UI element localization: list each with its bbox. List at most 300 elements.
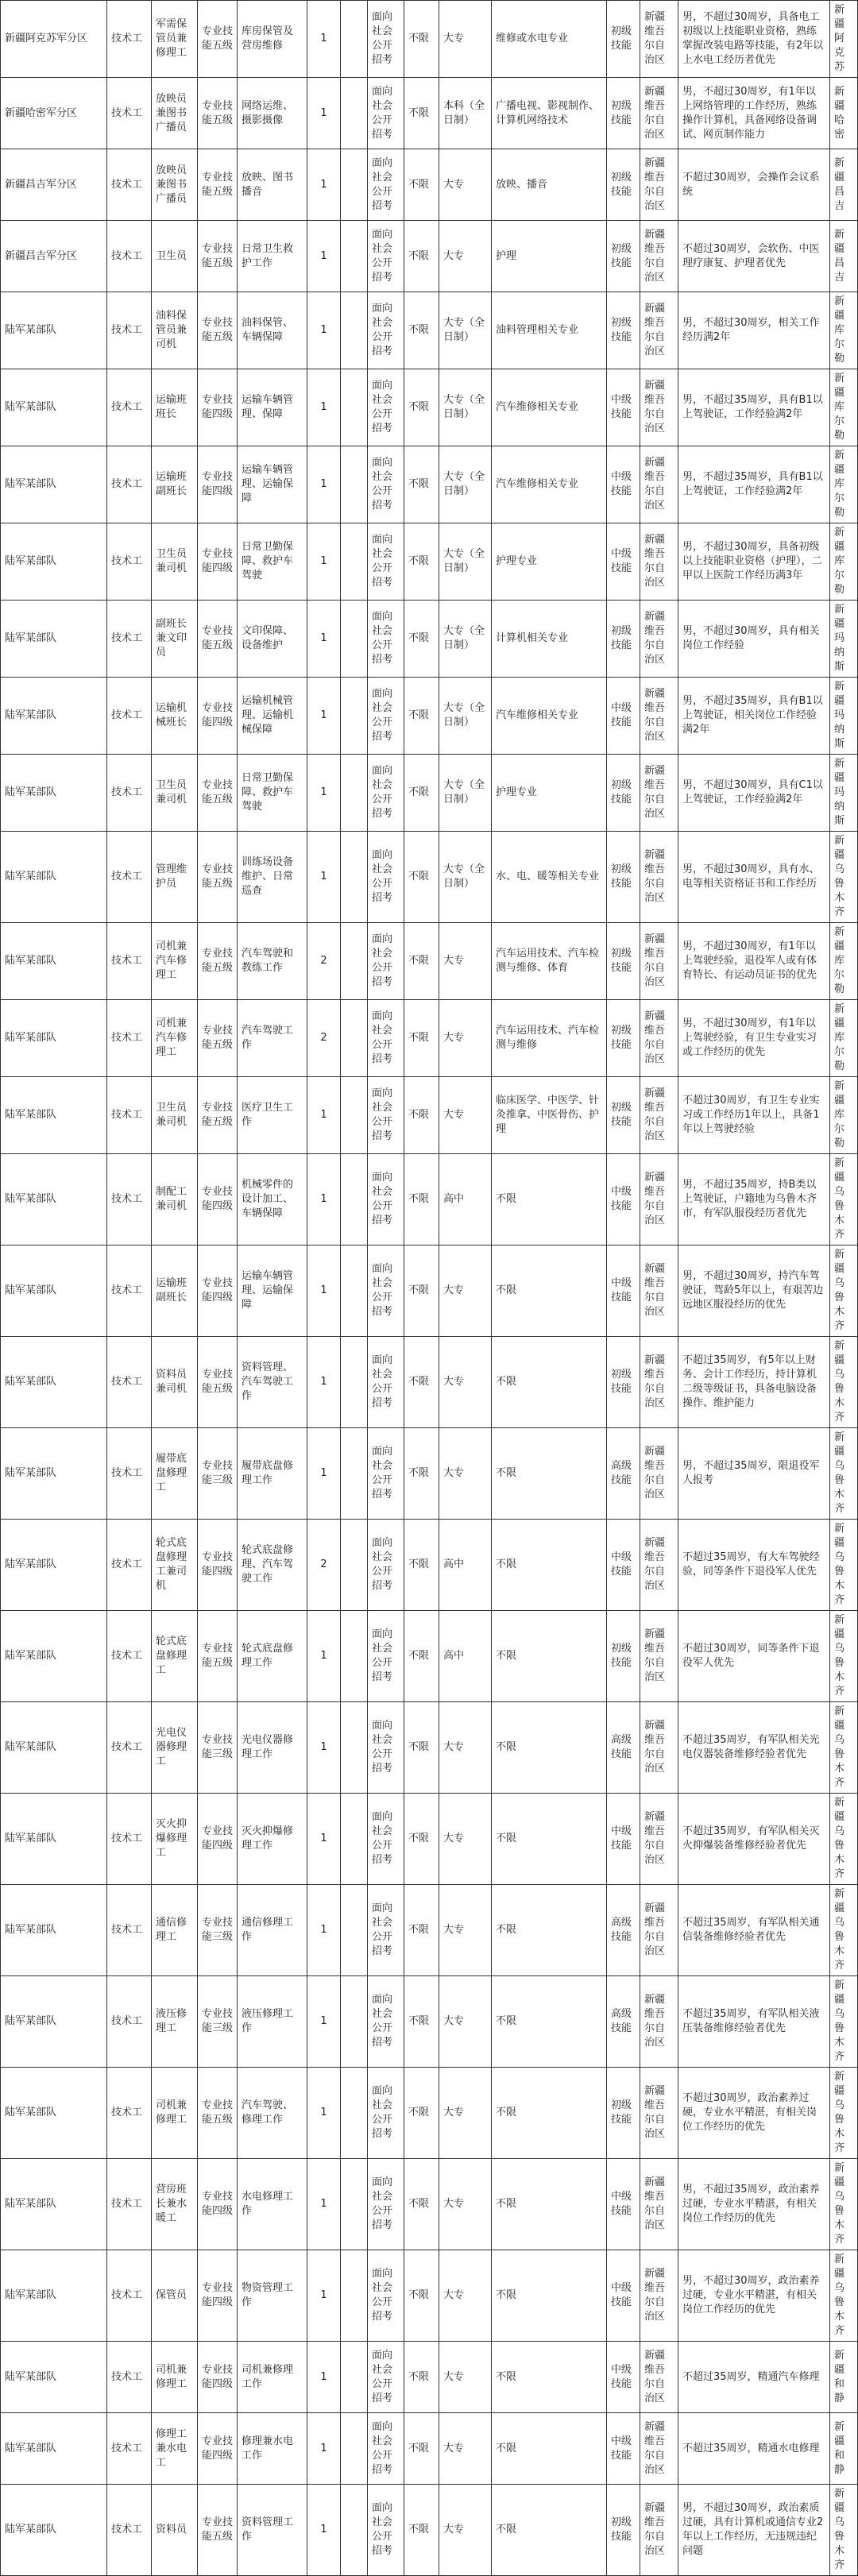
duty-cell: 轮式底盘修理工作 (238, 1611, 307, 1702)
employer-unit-cell: 陆军某部队 (1, 523, 107, 601)
empty-cell (341, 1246, 368, 1337)
duty-cell: 物资管理工作 (238, 2250, 307, 2342)
education-cell: 大专 (439, 1794, 492, 1885)
post-name-cell: 油料保管员兼司机 (152, 292, 198, 369)
table-row (1, 221, 858, 292)
table-row (1, 1611, 858, 1702)
major-cell: 不限 (492, 2485, 607, 2576)
skill-grade-cell: 中级技能 (607, 446, 640, 523)
age-cell: 不限 (404, 1337, 439, 1428)
work-location-cell: 新疆乌鲁木齐 (830, 2159, 858, 2250)
empty-cell (341, 2068, 368, 2159)
post-name-cell: 卫生员 (152, 221, 198, 292)
major-cell: 维修或水电专业 (492, 1, 607, 78)
quota-cell: 1 (307, 523, 341, 601)
post-name-cell: 军需保管员兼修理工 (152, 1, 198, 78)
age-cell: 不限 (404, 1702, 439, 1794)
skill-level-cell: 专业技能四级 (198, 1520, 238, 1611)
post-name-cell: 轮式底盘修理工 (152, 1611, 198, 1702)
post-name-cell: 运输班副班长 (152, 446, 198, 523)
requirements-cell: 男，不超过35周岁，持B类以上驾驶证，户籍地为乌鲁木齐市，有军队服役经历者优先 (678, 1154, 830, 1246)
age-cell: 不限 (404, 1794, 439, 1885)
age-cell: 不限 (404, 1611, 439, 1702)
empty-cell (341, 832, 368, 923)
requirements-cell: 不超过30周岁，有卫生专业实习或工作经历1年以上，具备1年以上驾驶经验 (678, 1077, 830, 1154)
requirements-cell: 男，不超过35周岁，具有B1以上驾驶证，工作经验满2年 (678, 369, 830, 446)
requirements-cell: 男，不超过30周岁，持汽车驾驶证，驾龄5年以上，有艰苦边远地区服役经历的优先 (678, 1246, 830, 1337)
age-cell: 不限 (404, 369, 439, 446)
work-location-cell: 新疆库尔勒 (830, 446, 858, 523)
duty-cell: 资料管理工作 (238, 2485, 307, 2576)
skill-level-cell: 专业技能五级 (198, 601, 238, 678)
recruit-method-cell: 面向社会公开招考 (368, 1885, 404, 1976)
duty-cell: 司机兼修理工作 (238, 2342, 307, 2413)
post-type-cell: 技术工 (107, 369, 152, 446)
table-row (1, 1337, 858, 1428)
duty-cell: 汽车驾驶工作 (238, 1000, 307, 1077)
origin-cell: 新疆维吾尔自治区 (640, 221, 678, 292)
requirements-cell: 不超过35周岁，有军队相关通信装备维修经验者优先 (678, 1885, 830, 1976)
quota-cell: 1 (307, 446, 341, 523)
post-name-cell: 资料员 (152, 2485, 198, 2576)
post-name-cell: 放映员兼图书广播员 (152, 78, 198, 149)
origin-cell: 新疆维吾尔自治区 (640, 2485, 678, 2576)
skill-grade-cell: 中级技能 (607, 369, 640, 446)
major-cell: 不限 (492, 1976, 607, 2068)
table-row (1, 2250, 858, 2342)
skill-grade-cell: 初级技能 (607, 2485, 640, 2576)
skill-grade-cell: 初级技能 (607, 1611, 640, 1702)
age-cell: 不限 (404, 292, 439, 369)
duty-cell: 文印保障、设备维护 (238, 601, 307, 678)
skill-level-cell: 专业技能五级 (198, 1611, 238, 1702)
origin-cell: 新疆维吾尔自治区 (640, 923, 678, 1000)
quota-cell: 1 (307, 1, 341, 78)
duty-cell: 轮式底盘修理、汽车驾驶工作 (238, 1520, 307, 1611)
empty-cell (341, 1337, 368, 1428)
post-type-cell: 技术工 (107, 2250, 152, 2342)
skill-grade-cell: 初级技能 (607, 601, 640, 678)
post-name-cell: 司机兼汽车修理工 (152, 923, 198, 1000)
post-type-cell: 技术工 (107, 678, 152, 755)
empty-cell (341, 221, 368, 292)
empty-cell (341, 1000, 368, 1077)
post-type-cell: 技术工 (107, 1337, 152, 1428)
education-cell: 大专（全日制） (439, 601, 492, 678)
table-row (1, 2413, 858, 2485)
employer-unit-cell: 陆军某部队 (1, 2485, 107, 2576)
major-cell: 护理专业 (492, 755, 607, 832)
skill-grade-cell: 初级技能 (607, 292, 640, 369)
post-type-cell: 技术工 (107, 1520, 152, 1611)
origin-cell: 新疆维吾尔自治区 (640, 678, 678, 755)
education-cell: 大专（全日制） (439, 678, 492, 755)
recruit-method-cell: 面向社会公开招考 (368, 1246, 404, 1337)
post-name-cell: 运输机械班长 (152, 678, 198, 755)
work-location-cell: 新疆乌鲁木齐 (830, 1702, 858, 1794)
major-cell: 汽车维修相关专业 (492, 446, 607, 523)
skill-grade-cell: 高级技能 (607, 1702, 640, 1794)
empty-cell (341, 2485, 368, 2576)
recruit-method-cell: 面向社会公开招考 (368, 1, 404, 78)
major-cell: 不限 (492, 1246, 607, 1337)
requirements-cell: 不超过30周岁，会软伤、中医理疗康复、护理者优先 (678, 221, 830, 292)
origin-cell: 新疆维吾尔自治区 (640, 1885, 678, 1976)
quota-cell: 1 (307, 678, 341, 755)
employer-unit-cell: 陆军某部队 (1, 1976, 107, 2068)
post-type-cell: 技术工 (107, 832, 152, 923)
origin-cell: 新疆维吾尔自治区 (640, 446, 678, 523)
work-location-cell: 新疆玛纳斯 (830, 601, 858, 678)
quota-cell: 1 (307, 1246, 341, 1337)
origin-cell: 新疆维吾尔自治区 (640, 1520, 678, 1611)
education-cell: 大专 (439, 923, 492, 1000)
major-cell: 汽车维修相关专业 (492, 369, 607, 446)
work-location-cell: 新疆和静 (830, 2413, 858, 2485)
education-cell: 大专 (439, 149, 492, 221)
origin-cell: 新疆维吾尔自治区 (640, 1976, 678, 2068)
education-cell: 大专 (439, 2068, 492, 2159)
work-location-cell: 新疆乌鲁木齐 (830, 1611, 858, 1702)
requirements-cell: 男，不超过30周岁，具备电工初级以上技能职业资格，熟练掌握改装电路等技能，有2年以上水电工经历者优先 (678, 1, 830, 78)
major-cell: 汽车运用技术、汽车检测与维修 (492, 1000, 607, 1077)
work-location-cell: 新疆乌鲁木齐 (830, 2068, 858, 2159)
skill-level-cell: 专业技能五级 (198, 1337, 238, 1428)
work-location-cell: 新疆乌鲁木齐 (830, 1154, 858, 1246)
skill-grade-cell: 中级技能 (607, 1154, 640, 1246)
post-name-cell: 修理工兼水电工 (152, 2413, 198, 2485)
skill-grade-cell: 初级技能 (607, 1337, 640, 1428)
post-type-cell: 技术工 (107, 1428, 152, 1520)
major-cell: 临床医学、中医学、针灸推拿、中医骨伤、护理 (492, 1077, 607, 1154)
skill-grade-cell: 中级技能 (607, 1520, 640, 1611)
post-type-cell: 技术工 (107, 1246, 152, 1337)
duty-cell: 油料保管、车辆保障 (238, 292, 307, 369)
post-name-cell: 液压修理工 (152, 1976, 198, 2068)
empty-cell (341, 1428, 368, 1520)
age-cell: 不限 (404, 2068, 439, 2159)
major-cell: 不限 (492, 1428, 607, 1520)
table-row (1, 1520, 858, 1611)
education-cell: 大专（全日制） (439, 446, 492, 523)
post-name-cell: 司机兼修理工 (152, 2342, 198, 2413)
skill-grade-cell: 中级技能 (607, 2159, 640, 2250)
employer-unit-cell: 陆军某部队 (1, 369, 107, 446)
education-cell: 大专 (439, 2159, 492, 2250)
skill-grade-cell: 初级技能 (607, 1000, 640, 1077)
recruit-method-cell: 面向社会公开招考 (368, 292, 404, 369)
empty-cell (341, 2159, 368, 2250)
requirements-cell: 不超过30周岁，同等条件下退役军人优先 (678, 1611, 830, 1702)
age-cell: 不限 (404, 678, 439, 755)
table-row (1, 2068, 858, 2159)
employer-unit-cell: 陆军某部队 (1, 2250, 107, 2342)
quota-cell: 1 (307, 1428, 341, 1520)
requirements-cell: 男，不超过35周岁，政治素养过硬，专业水平精湛，有相关岗位工作经历的优先 (678, 2159, 830, 2250)
age-cell: 不限 (404, 2159, 439, 2250)
skill-level-cell: 专业技能四级 (198, 2342, 238, 2413)
education-cell: 大专 (439, 1000, 492, 1077)
education-cell: 高中 (439, 1611, 492, 1702)
work-location-cell: 新疆乌鲁木齐 (830, 1337, 858, 1428)
origin-cell: 新疆维吾尔自治区 (640, 832, 678, 923)
post-name-cell: 保管员 (152, 2250, 198, 2342)
quota-cell: 1 (307, 2413, 341, 2485)
table-row (1, 369, 858, 446)
post-type-cell: 技术工 (107, 2342, 152, 2413)
duty-cell: 训练场设备维护、日常巡查 (238, 832, 307, 923)
recruit-method-cell: 面向社会公开招考 (368, 1611, 404, 1702)
age-cell: 不限 (404, 1, 439, 78)
age-cell: 不限 (404, 2342, 439, 2413)
empty-cell (341, 149, 368, 221)
work-location-cell: 新疆乌鲁木齐 (830, 1246, 858, 1337)
major-cell: 水、电、暖等相关专业 (492, 832, 607, 923)
skill-level-cell: 专业技能四级 (198, 2159, 238, 2250)
recruit-method-cell: 面向社会公开招考 (368, 1337, 404, 1428)
post-name-cell: 运输班副班长 (152, 1246, 198, 1337)
duty-cell: 资料管理、汽车驾驶工作 (238, 1337, 307, 1428)
origin-cell: 新疆维吾尔自治区 (640, 1154, 678, 1246)
work-location-cell: 新疆玛纳斯 (830, 678, 858, 755)
employer-unit-cell: 陆军某部队 (1, 2413, 107, 2485)
requirements-cell: 男，不超过30周岁，相关工作经历满2年 (678, 292, 830, 369)
post-name-cell: 资料员兼司机 (152, 1337, 198, 1428)
post-name-cell: 放映员兼图书广播员 (152, 149, 198, 221)
table-row (1, 446, 858, 523)
skill-grade-cell: 高级技能 (607, 1976, 640, 2068)
skill-grade-cell: 中级技能 (607, 2250, 640, 2342)
skill-level-cell: 专业技能四级 (198, 2250, 238, 2342)
work-location-cell: 新疆库尔勒 (830, 369, 858, 446)
duty-cell: 日常卫勤保障、救护车驾驶 (238, 523, 307, 601)
work-location-cell: 新疆乌鲁木齐 (830, 1885, 858, 1976)
post-name-cell: 卫生员兼司机 (152, 523, 198, 601)
quota-cell: 2 (307, 923, 341, 1000)
post-name-cell: 轮式底盘修理工兼司机 (152, 1520, 198, 1611)
work-location-cell: 新疆乌鲁木齐 (830, 1520, 858, 1611)
origin-cell: 新疆维吾尔自治区 (640, 1337, 678, 1428)
quota-cell: 1 (307, 369, 341, 446)
post-type-cell: 技术工 (107, 1885, 152, 1976)
empty-cell (341, 2342, 368, 2413)
work-location-cell: 新疆和静 (830, 2342, 858, 2413)
empty-cell (341, 1885, 368, 1976)
requirements-cell: 男，不超过35周岁，限退役军人报考 (678, 1428, 830, 1520)
post-name-cell: 副班长兼文印员 (152, 601, 198, 678)
quota-cell: 1 (307, 1077, 341, 1154)
recruit-method-cell: 面向社会公开招考 (368, 1000, 404, 1077)
quota-cell: 1 (307, 221, 341, 292)
duty-cell: 运输车辆管理、运输保障 (238, 1246, 307, 1337)
employer-unit-cell: 陆军某部队 (1, 292, 107, 369)
post-name-cell: 制配工兼司机 (152, 1154, 198, 1246)
skill-grade-cell: 中级技能 (607, 2413, 640, 2485)
quota-cell: 1 (307, 1885, 341, 1976)
quota-cell: 1 (307, 292, 341, 369)
post-type-cell: 技术工 (107, 446, 152, 523)
empty-cell (341, 1077, 368, 1154)
duty-cell: 日常卫生救护工作 (238, 221, 307, 292)
employer-unit-cell: 陆军某部队 (1, 1520, 107, 1611)
employer-unit-cell: 陆军某部队 (1, 1702, 107, 1794)
employer-unit-cell: 陆军某部队 (1, 1337, 107, 1428)
duty-cell: 放映、图书播音 (238, 149, 307, 221)
duty-cell: 运输车辆管理、运输保障 (238, 446, 307, 523)
requirements-cell: 男，不超过30周岁，具有C1以上驾驶证，工作经验满2年 (678, 755, 830, 832)
origin-cell: 新疆维吾尔自治区 (640, 149, 678, 221)
duty-cell: 汽车驾驶和教练工作 (238, 923, 307, 1000)
work-location-cell: 新疆库尔勒 (830, 923, 858, 1000)
origin-cell: 新疆维吾尔自治区 (640, 2159, 678, 2250)
age-cell: 不限 (404, 1976, 439, 2068)
requirements-cell: 男，不超过30周岁，具有相关岗位工作经验 (678, 601, 830, 678)
skill-grade-cell: 高级技能 (607, 1885, 640, 1976)
duty-cell: 通信修理工作 (238, 1885, 307, 1976)
table-row (1, 1976, 858, 2068)
skill-level-cell: 专业技能五级 (198, 149, 238, 221)
education-cell: 大专（全日制） (439, 832, 492, 923)
requirements-cell: 不超过35周岁，有军队相关光电仪器装备维修经验者优先 (678, 1702, 830, 1794)
major-cell: 不限 (492, 1337, 607, 1428)
post-type-cell: 技术工 (107, 523, 152, 601)
age-cell: 不限 (404, 755, 439, 832)
age-cell: 不限 (404, 1885, 439, 1976)
age-cell: 不限 (404, 1000, 439, 1077)
employer-unit-cell: 陆军某部队 (1, 1154, 107, 1246)
recruit-method-cell: 面向社会公开招考 (368, 523, 404, 601)
major-cell: 不限 (492, 2413, 607, 2485)
skill-level-cell: 专业技能五级 (198, 1, 238, 78)
table-row (1, 2159, 858, 2250)
employer-unit-cell: 陆军某部队 (1, 923, 107, 1000)
education-cell: 大专 (439, 2250, 492, 2342)
table-row (1, 149, 858, 221)
origin-cell: 新疆维吾尔自治区 (640, 755, 678, 832)
empty-cell (341, 1520, 368, 1611)
employer-unit-cell: 陆军某部队 (1, 755, 107, 832)
duty-cell: 机械零件的设计加工、车辆保障 (238, 1154, 307, 1246)
duty-cell: 履带底盘修理工作 (238, 1428, 307, 1520)
employer-unit-cell: 陆军某部队 (1, 1246, 107, 1337)
education-cell: 大专（全日制） (439, 369, 492, 446)
duty-cell: 网络运维、摄影摄像 (238, 78, 307, 149)
employer-unit-cell: 陆军某部队 (1, 1885, 107, 1976)
recruit-method-cell: 面向社会公开招考 (368, 601, 404, 678)
skill-level-cell: 专业技能四级 (198, 1154, 238, 1246)
major-cell: 油料管理相关专业 (492, 292, 607, 369)
post-type-cell: 技术工 (107, 1077, 152, 1154)
recruit-method-cell: 面向社会公开招考 (368, 369, 404, 446)
recruit-method-cell: 面向社会公开招考 (368, 755, 404, 832)
post-name-cell: 司机兼修理工 (152, 2068, 198, 2159)
skill-level-cell: 专业技能四级 (198, 678, 238, 755)
origin-cell: 新疆维吾尔自治区 (640, 78, 678, 149)
quota-cell: 1 (307, 149, 341, 221)
recruit-method-cell: 面向社会公开招考 (368, 446, 404, 523)
education-cell: 大专（全日制） (439, 523, 492, 601)
major-cell: 放映、播音 (492, 149, 607, 221)
recruit-method-cell: 面向社会公开招考 (368, 1702, 404, 1794)
employer-unit-cell: 陆军某部队 (1, 1000, 107, 1077)
empty-cell (341, 1611, 368, 1702)
duty-cell: 灭火抑爆修理工作 (238, 1794, 307, 1885)
recruit-method-cell: 面向社会公开招考 (368, 2250, 404, 2342)
major-cell: 汽车运用技术、汽车检测与维修、体育 (492, 923, 607, 1000)
skill-grade-cell: 初级技能 (607, 1, 640, 78)
table-row (1, 1702, 858, 1794)
requirements-cell: 男，不超过30周岁，具备初级以上技能职业资格（护理），二甲以上医院工作经历满3年 (678, 523, 830, 601)
quota-cell: 1 (307, 78, 341, 149)
employer-unit-cell: 陆军某部队 (1, 832, 107, 923)
recruit-method-cell: 面向社会公开招考 (368, 1428, 404, 1520)
major-cell: 不限 (492, 1611, 607, 1702)
empty-cell (341, 923, 368, 1000)
table-row (1, 832, 858, 923)
skill-level-cell: 专业技能四级 (198, 523, 238, 601)
empty-cell (341, 1794, 368, 1885)
post-name-cell: 履带底盘修理工 (152, 1428, 198, 1520)
education-cell: 大专（全日制） (439, 755, 492, 832)
origin-cell: 新疆维吾尔自治区 (640, 369, 678, 446)
post-type-cell: 技术工 (107, 221, 152, 292)
duty-cell: 水电修理工作 (238, 2159, 307, 2250)
origin-cell: 新疆维吾尔自治区 (640, 1, 678, 78)
requirements-cell: 不超过30周岁，会操作会议系统 (678, 149, 830, 221)
skill-grade-cell: 初级技能 (607, 832, 640, 923)
duty-cell: 医疗卫生工作 (238, 1077, 307, 1154)
post-type-cell: 技术工 (107, 2413, 152, 2485)
skill-level-cell: 专业技能五级 (198, 755, 238, 832)
origin-cell: 新疆维吾尔自治区 (640, 1077, 678, 1154)
post-type-cell: 技术工 (107, 755, 152, 832)
empty-cell (341, 292, 368, 369)
skill-grade-cell: 初级技能 (607, 78, 640, 149)
requirements-cell: 不超过35周岁，有军队相关灭火抑爆装备维修经验者优先 (678, 1794, 830, 1885)
age-cell: 不限 (404, 1154, 439, 1246)
duty-cell: 库房保管及营房维修 (238, 1, 307, 78)
age-cell: 不限 (404, 2485, 439, 2576)
skill-level-cell: 专业技能五级 (198, 78, 238, 149)
duty-cell: 运输机械管理、运输机械保障 (238, 678, 307, 755)
quota-cell: 1 (307, 1794, 341, 1885)
post-type-cell: 技术工 (107, 292, 152, 369)
table-row (1, 1000, 858, 1077)
duty-cell: 汽车驾驶、修理工作 (238, 2068, 307, 2159)
work-location-cell: 新疆玛纳斯 (830, 755, 858, 832)
skill-level-cell: 专业技能五级 (198, 2068, 238, 2159)
empty-cell (341, 1, 368, 78)
requirements-cell: 男，不超过35周岁，具有B1以上驾驶证，工作经验满2年 (678, 446, 830, 523)
skill-level-cell: 专业技能五级 (198, 2485, 238, 2576)
age-cell: 不限 (404, 1428, 439, 1520)
quota-cell: 1 (307, 1611, 341, 1702)
work-location-cell: 新疆库尔勒 (830, 292, 858, 369)
requirements-cell: 男，不超过30周岁，有1年以上驾驶经验，有卫生专业实习或工作经历的优先 (678, 1000, 830, 1077)
quota-cell: 1 (307, 1976, 341, 2068)
employer-unit-cell: 新疆阿克苏军分区 (1, 1, 107, 78)
empty-cell (341, 678, 368, 755)
recruit-method-cell: 面向社会公开招考 (368, 78, 404, 149)
quota-cell: 1 (307, 832, 341, 923)
post-type-cell: 技术工 (107, 78, 152, 149)
table-row (1, 1246, 858, 1337)
origin-cell: 新疆维吾尔自治区 (640, 1246, 678, 1337)
empty-cell (341, 369, 368, 446)
origin-cell: 新疆维吾尔自治区 (640, 2068, 678, 2159)
education-cell: 大专 (439, 2342, 492, 2413)
work-location-cell: 新疆哈密 (830, 78, 858, 149)
